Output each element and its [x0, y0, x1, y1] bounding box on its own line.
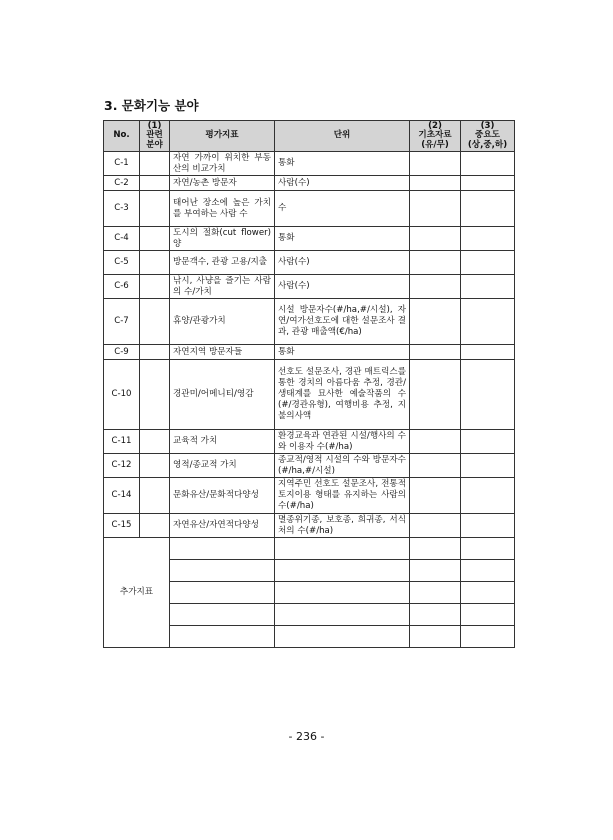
table-row [104, 152, 515, 176]
row-no: C-12 [104, 454, 140, 478]
row-indicator: 영적/종교적 가치 [170, 454, 275, 478]
row-related-cell [140, 478, 170, 514]
row-related-cell [140, 275, 170, 299]
row-importance-cell [461, 345, 515, 360]
row-related-cell [140, 299, 170, 345]
row-related-cell [140, 251, 170, 275]
header-basic-line-2: 기초자료 [418, 130, 452, 141]
header-related [140, 121, 170, 152]
extra-indicator-cell [170, 626, 275, 648]
header-importance-line-2: 중요도 [475, 130, 500, 141]
extra-indicator-cell [170, 604, 275, 626]
header-unit: 단위 [275, 121, 410, 152]
header-importance [461, 121, 515, 152]
table-row [104, 275, 515, 299]
table-row [104, 176, 515, 191]
header-importance-line-3: (상,중,하) [467, 139, 508, 150]
table-row [104, 360, 515, 430]
row-unit: 환경교육과 연관된 시설/행사의 수와 이용자 수(#/ha) [275, 430, 410, 454]
header-related-line-3: 분야 [146, 139, 163, 150]
table-row [104, 478, 515, 514]
extra-basic-cell [410, 538, 461, 560]
row-related-cell [140, 227, 170, 251]
row-indicator: 방문객수, 관광 고용/지출 [170, 251, 275, 275]
table-row [104, 227, 515, 251]
extra-importance-cell [461, 604, 515, 626]
row-unit: 통화 [275, 227, 410, 251]
row-related-cell [140, 152, 170, 176]
row-indicator: 자연 가까이 위치한 부동산의 비교가치 [170, 152, 275, 176]
row-basic-cell [410, 360, 461, 430]
indicator-table [103, 120, 515, 648]
row-no: C-3 [104, 191, 140, 227]
row-no: C-6 [104, 275, 140, 299]
row-basic-cell [410, 430, 461, 454]
row-unit: 시설 방문자수(#/ha,#/시설), 자연/여가선호도에 대한 설문조사 결과, 관광 매출액(€/ha) [275, 299, 410, 345]
extra-unit-cell [275, 626, 410, 648]
row-unit: 종교적/영적 시설의 수와 방문자수(#/ha,#/시설) [275, 454, 410, 478]
extra-unit-cell [275, 604, 410, 626]
row-unit: 지역주민 선호도 설문조사, 전통적 토지이용 형태를 유지하는 사람의 수(#/ha) [275, 478, 410, 514]
row-importance-cell [461, 454, 515, 478]
header-related-line-1: (1) [147, 120, 162, 131]
row-unit: 사람(수) [275, 275, 410, 299]
row-no: C-11 [104, 430, 140, 454]
row-unit: 사람(수) [275, 176, 410, 191]
row-basic-cell [410, 251, 461, 275]
row-unit: 멸종위기종, 보호종, 희귀종, 서식처의 수(#/ha) [275, 514, 410, 538]
row-basic-cell [410, 299, 461, 345]
row-no: C-9 [104, 345, 140, 360]
row-basic-cell [410, 275, 461, 299]
extra-unit-cell [275, 582, 410, 604]
row-unit: 선호도 설문조사, 경관 매트릭스를 통한 경치의 아름다움 추정, 경관/생태계를 묘사한 예술작품의 수(#/경관유형), 여행비용 추정, 지불의사액 [275, 360, 410, 430]
row-basic-cell [410, 514, 461, 538]
row-indicator: 문화유산/문화적다양성 [170, 478, 275, 514]
table-row [104, 299, 515, 345]
row-no: C-2 [104, 176, 140, 191]
extra-basic-cell [410, 604, 461, 626]
row-no: C-10 [104, 360, 140, 430]
header-basic-data [410, 121, 461, 152]
row-indicator: 교육적 가치 [170, 430, 275, 454]
table-row [104, 430, 515, 454]
row-unit: 사람(수) [275, 251, 410, 275]
header-related-line-2: 관련 [146, 130, 163, 141]
header-importance-line-1: (3) [480, 120, 495, 131]
page-number: - 236 - [288, 730, 325, 743]
row-related-cell [140, 176, 170, 191]
row-related-cell [140, 514, 170, 538]
row-importance-cell [461, 227, 515, 251]
extra-basic-cell [410, 626, 461, 648]
extra-basic-cell [410, 560, 461, 582]
row-importance-cell [461, 299, 515, 345]
row-indicator: 휴양/관광가치 [170, 299, 275, 345]
row-basic-cell [410, 176, 461, 191]
row-basic-cell [410, 454, 461, 478]
table-row [104, 514, 515, 538]
row-no: C-15 [104, 514, 140, 538]
row-basic-cell [410, 345, 461, 360]
extra-importance-cell [461, 626, 515, 648]
table-header-row [104, 121, 515, 152]
table-row [104, 345, 515, 360]
extra-indicator-cell [170, 538, 275, 560]
table-row [104, 251, 515, 275]
row-indicator: 자연/농촌 방문자 [170, 176, 275, 191]
row-indicator: 낚시, 사냥을 즐기는 사람의 수/가치 [170, 275, 275, 299]
header-basic-line-3: (유/무) [421, 139, 449, 150]
extra-row [104, 538, 515, 560]
extra-importance-cell [461, 538, 515, 560]
row-unit: 수 [275, 191, 410, 227]
row-related-cell [140, 345, 170, 360]
row-importance-cell [461, 514, 515, 538]
extra-indicator-cell [170, 560, 275, 582]
row-related-cell [140, 430, 170, 454]
extra-indicator-label: 추가지표 [104, 538, 170, 648]
row-indicator: 자연유산/자연적다양성 [170, 514, 275, 538]
row-indicator: 태어난 장소에 높은 가치를 부여하는 사람 수 [170, 191, 275, 227]
row-indicator: 도시의 절화(cut flower) 양 [170, 227, 275, 251]
extra-indicator-cell [170, 582, 275, 604]
row-importance-cell [461, 191, 515, 227]
row-no: C-1 [104, 152, 140, 176]
row-unit: 통화 [275, 152, 410, 176]
table-row [104, 191, 515, 227]
row-basic-cell [410, 191, 461, 227]
header-no: No. [104, 121, 140, 152]
row-importance-cell [461, 176, 515, 191]
row-related-cell [140, 454, 170, 478]
row-no: C-5 [104, 251, 140, 275]
row-indicator: 경관미/어메니티/영감 [170, 360, 275, 430]
row-basic-cell [410, 478, 461, 514]
extra-importance-cell [461, 560, 515, 582]
row-importance-cell [461, 275, 515, 299]
row-no: C-14 [104, 478, 140, 514]
table-row [104, 454, 515, 478]
header-indicator: 평가지표 [170, 121, 275, 152]
row-indicator: 자연지역 방문자들 [170, 345, 275, 360]
row-basic-cell [410, 227, 461, 251]
row-importance-cell [461, 251, 515, 275]
row-unit: 통화 [275, 345, 410, 360]
row-importance-cell [461, 478, 515, 514]
extra-unit-cell [275, 560, 410, 582]
row-no: C-7 [104, 299, 140, 345]
row-basic-cell [410, 152, 461, 176]
extra-unit-cell [275, 538, 410, 560]
row-importance-cell [461, 360, 515, 430]
row-related-cell [140, 191, 170, 227]
row-importance-cell [461, 152, 515, 176]
section-heading: 3. 문화기능 분야 [104, 98, 199, 113]
row-no: C-4 [104, 227, 140, 251]
extra-importance-cell [461, 582, 515, 604]
row-importance-cell [461, 430, 515, 454]
extra-basic-cell [410, 582, 461, 604]
header-basic-line-1: (2) [428, 120, 442, 131]
row-related-cell [140, 360, 170, 430]
